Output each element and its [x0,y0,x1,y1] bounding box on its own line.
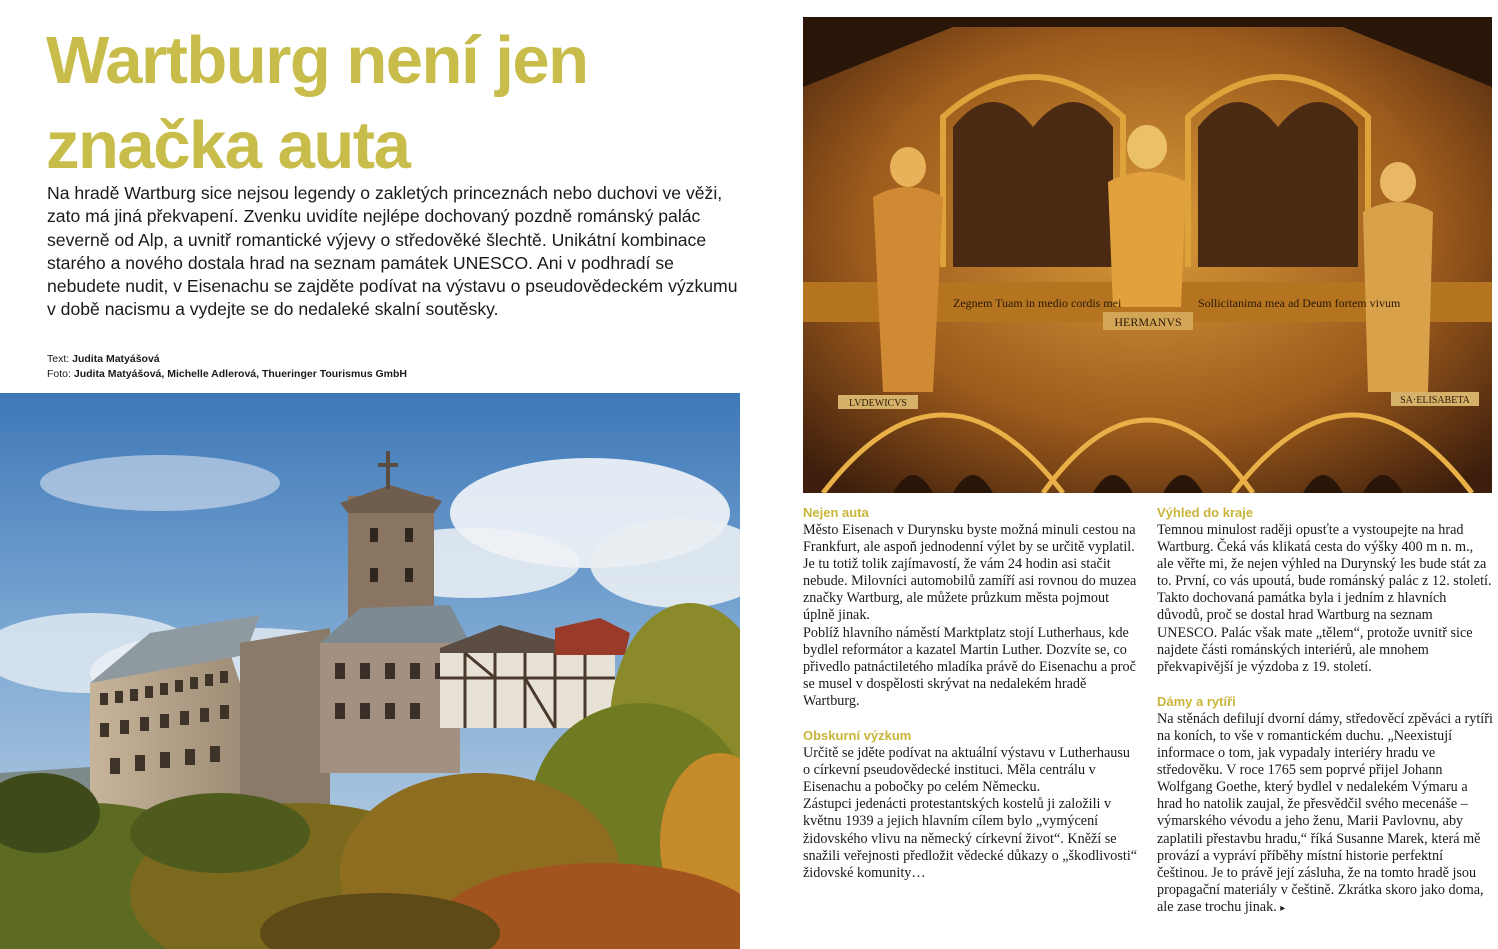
section-heading-damy-a-rytiri: Dámy a rytíři [1157,693,1236,709]
section-paragraph-text: Na stěnách defilují dvorní dámy, středověcí zpěváci a rytíři na koních, to vše v romantickém duchu. „Neexistují informace o tom, jak vypadaly interiéry hradu ve středověku. V roce 1765 sem poprvé přijel Johann Wolfgang Goethe, který bydlel v nedalekém Výmaru a hrad ho natolik zaujal, že přesvědčil svého mecenáše – výmarského vévodu a jeho ženu, Marii Pavlovnu, aby zaplatili přestavbu hradu,“ říká Susanne Marek, která mě provází a vypráví příběhy místní historie perfektní češtinou. Je to právě její zásluha, že na tomto hradě jsou propagační materiály v češtině. Zkrátka skoro jako doma, ale zase trochu jinak. [1157,710,1493,915]
credits [47,352,407,382]
fresco-inscription-left: Zegnem Tuam in medio cordis mei [953,296,1122,310]
photo-credit [47,367,407,382]
section-paragraph: Zástupci jedenácti protestantských kostelů ji založili v květnu 1939 a jejich hlavním cílem bylo „vymýcení židovského vlivu na německý církevní život“. Kněží se snažili veřejnosti předložit vědecké důkazy o „škodlivosti“ židovské komunity… [803,796,1138,881]
text-credit-label: Text: [47,353,70,365]
section-heading-obskurni-vyzkum: Obskurní výzkum [803,728,912,744]
title-line-2: značka auta [46,108,410,183]
wartburg-castle-photo [0,393,740,949]
fresco-inscription-right: Sollicitanima mea ad Deum fortem vivum [1198,296,1401,310]
text-credit-author: Judita Matyášová [72,353,160,365]
section-paragraph: Temnou minulost raději opusťte a vystoupejte na hrad Wartburg. Čeká vás klikatá cesta do výšky 400 m n. m., ale věřte mi, že nejen výhled na Durynský les bude stát za to. První, co vás upoutá, bude románský palác z 12. století. Takto dochovaná památka byla i jedním z hlavních důvodů, proč se dostal hrad Wartburg na seznam UNESCO. Palác však mate „tělem“, protože uvnitř sice najdete části románských interiérů, ale mnohem překvapivější je výzdoba z 19. století. [1157,522,1492,675]
text-column-left [803,504,1139,882]
section-paragraph [1157,711,1493,917]
text-credit [47,352,407,367]
section-paragraph: Město Eisenach v Durynsku byste možná minuli cestou na Frankfurt, ale aspoň jednodenní výlet by se určitě vyplatil. Je tu totiž tolik zajímavostí, že vám 24 hodin asi stačit nebude. Milovníci automobilů zamíří asi rovnou do muzea značky Wartburg, ale můžete průzkum města pojmout úplně jinak. [803,522,1137,624]
fresco-interior-photo [803,17,1492,493]
section-paragraph: Určitě se jděte podívat na aktuální výstavu v Lutherhausu o církevní pseudovědecké instituci. Měla centrálu v Eisenachu a pobočky po celém Německu. [803,745,1131,796]
section-heading-nejen-auta: Nejen auta [803,505,869,520]
photo-credit-authors: Judita Matyášová, Michelle Adlerová, Thueringer Tourismus GmbH [73,368,408,380]
text-column-right [1157,504,1493,917]
article-end-arrow-icon: ▸ [1280,902,1286,914]
fresco-name-left: LVDEWICVS [849,398,907,409]
fresco-name-center: HERMANVS [1114,315,1182,329]
section-heading-vyhled-do-kraje: Výhled do kraje [1157,505,1254,520]
article-title [46,18,766,188]
title-line-1: Wartburg není jen [46,23,588,98]
section-paragraph: Poblíž hlavního náměstí Marktplatz stojí Lutherhaus, kde bydlel reformátor a kazatel Martin Luther. Dozvíte se, co přivedlo patnáctiletého mladíka právě do Eisenachu a proč se musel v dospělosti skrývat na nedalekém hradě Wartburg. [803,624,1136,709]
fresco-name-right: SA·ELISABETA [1400,395,1470,406]
article-intro: Na hradě Wartburg sice nejsou legendy o zakletých princeznách nebo duchovi ve věži, zato má jiná překvapení. Zvenku uvidíte nejlépe dochovaný pozdně románský palác severně od Alp, a uvnitř romantické výjevy o středověké šlechtě. Unikátní kombinace starého a nového dostala hrad na seznam památek UNESCO. Ani v podhradí se nebudete nudit, v Eisenachu se zajděte podívat na výstavu o pseudovědeckém výzkumu v době nacismu a vydejte se do nedaleké skalní soutěsky. [47,183,738,320]
photo-credit-label: Foto: [47,368,71,380]
